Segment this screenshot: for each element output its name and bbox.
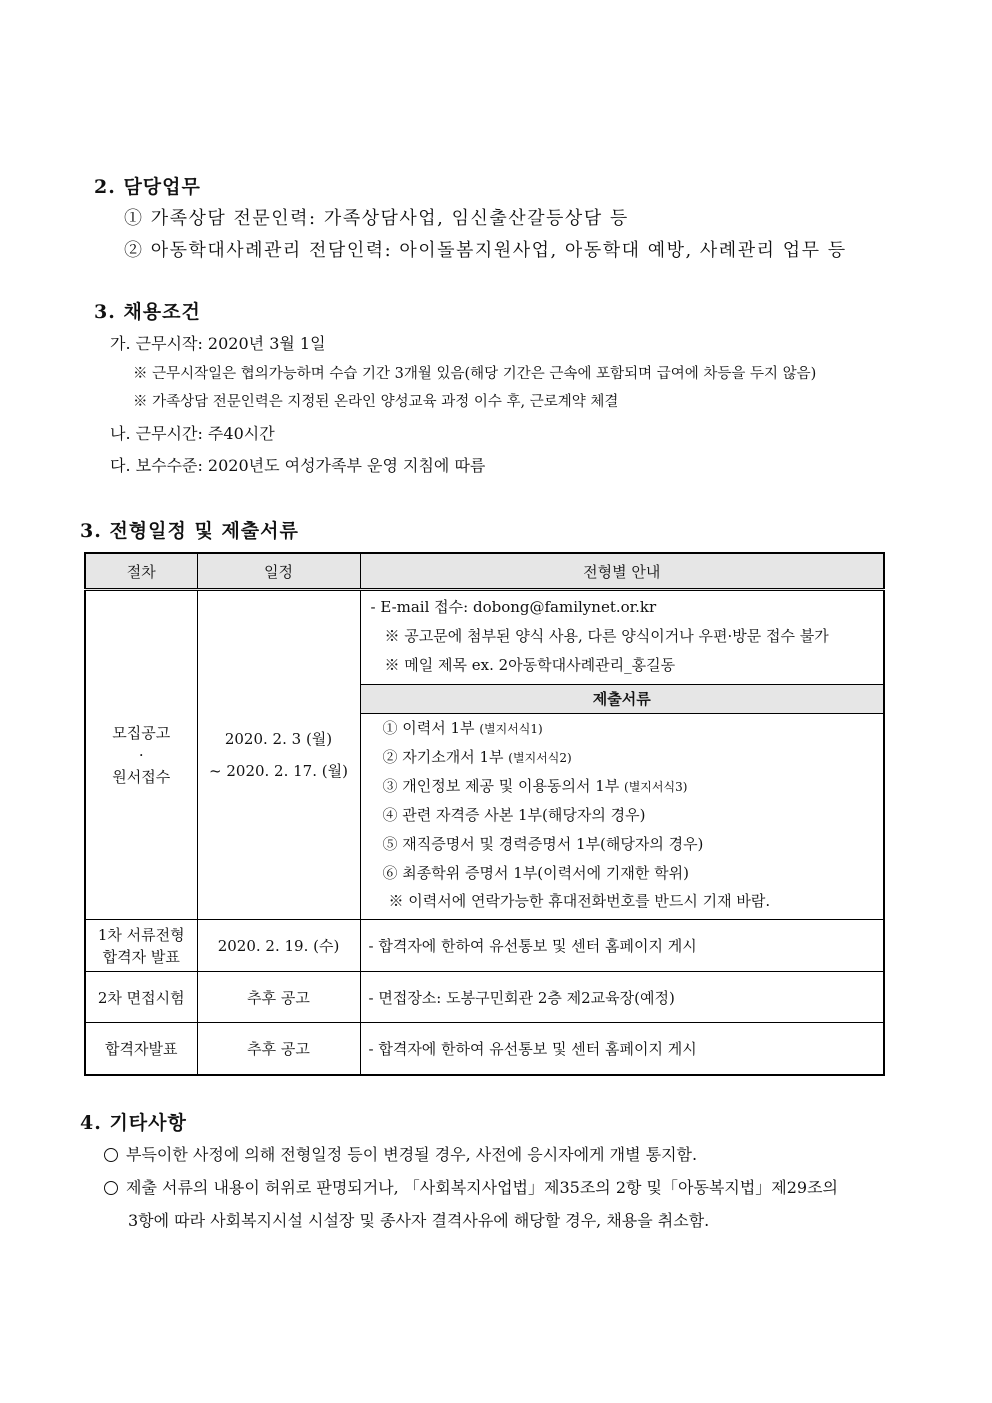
etc-item-text: 제출 서류의 내용이 허위로 판명되거나, 「사회복지사업법」제35조의 2항 및「아동복지법」제29조의 bbox=[126, 1178, 839, 1197]
work-start: 가. 근무시작: 2020년 3월 1일 bbox=[110, 334, 326, 353]
guide-cell bbox=[360, 590, 884, 920]
circle-bullet-icon bbox=[104, 1148, 118, 1162]
table-row bbox=[85, 972, 884, 1023]
doc-item: ③ 개인정보 제공 및 이용동의서 1부 (별지서식3) bbox=[382, 777, 688, 795]
docs-title: 제출서류 bbox=[361, 684, 884, 714]
work-hours: 나. 근무시간: 주40시간 bbox=[110, 424, 275, 443]
condition-note-1: ※ 근무시작일은 협의가능하며 수습 기간 3개월 있음(해당 기간은 근속에 포함되며 급여에 차등을 두지 않음) bbox=[133, 366, 817, 382]
step-line: 합격자 발표 bbox=[102, 947, 180, 966]
guide-line: ※ 메일 제목 ex. 2아동학대사례관리_홍길동 bbox=[384, 656, 676, 674]
docs-note: ※ 이력서에 연락가능한 휴대전화번호를 반드시 기재 바람. bbox=[388, 892, 771, 910]
step-cell: 2차 면접시험 bbox=[85, 972, 197, 1023]
table-row bbox=[85, 920, 884, 972]
step-line: · bbox=[138, 746, 144, 764]
etc-item-2-cont: 3항에 따라 사회복지시설 시설장 및 종사자 결격사유에 해당할 경우, 채용을 취소함. bbox=[128, 1211, 710, 1230]
section-duties-title: 2. 담당업무 bbox=[94, 176, 201, 198]
doc-item: ② 자기소개서 1부 (별지서식2) bbox=[382, 748, 572, 766]
step-cell bbox=[85, 920, 197, 972]
doc-item: ⑥ 최종학위 증명서 1부(이력서에 기재한 학위) bbox=[382, 864, 689, 882]
step-cell bbox=[85, 590, 197, 920]
date-line: ~ 2020. 2. 17. (월) bbox=[209, 762, 348, 780]
date-cell: 추후 공고 bbox=[197, 1023, 360, 1075]
step-line: 원서접수 bbox=[112, 768, 171, 786]
guide-cell: - 합격자에 한하여 유선통보 및 센터 홈페이지 게시 bbox=[360, 1023, 884, 1075]
pay-level: 다. 보수수준: 2020년도 여성가족부 운영 지침에 따름 bbox=[110, 456, 486, 475]
section-conditions-title: 3. 채용조건 bbox=[94, 301, 201, 323]
step-line: 1차 서류전형 bbox=[97, 925, 185, 944]
header-step: 절차 bbox=[85, 553, 197, 590]
date-cell bbox=[197, 590, 360, 920]
date-cell: 추후 공고 bbox=[197, 972, 360, 1023]
circle-bullet-icon bbox=[104, 1181, 118, 1195]
etc-item-2 bbox=[104, 1175, 838, 1198]
duty-item-1: ① 가족상담 전문인력: 가족상담사업, 임신출산갈등상담 등 bbox=[124, 208, 629, 229]
date-cell: 2020. 2. 19. (수) bbox=[197, 920, 360, 972]
step-line: 모집공고 bbox=[112, 724, 171, 742]
schedule-table bbox=[84, 552, 885, 1076]
guide-cell: - 면접장소: 도봉구민회관 2층 제2교육장(예정) bbox=[360, 972, 884, 1023]
step-cell: 합격자발표 bbox=[85, 1023, 197, 1075]
guide-line: - E-mail 접수: dobong@familynet.or.kr bbox=[370, 598, 657, 616]
guide-cell: - 합격자에 한하여 유선통보 및 센터 홈페이지 게시 bbox=[360, 920, 884, 972]
table-row bbox=[85, 1023, 884, 1075]
date-line: 2020. 2. 3 (월) bbox=[224, 730, 333, 748]
header-date: 일정 bbox=[197, 553, 360, 590]
condition-note-2: ※ 가족상담 전문인력은 지정된 온라인 양성교육 과정 이수 후, 근로계약 체결 bbox=[133, 394, 619, 410]
doc-item: ④ 관련 자격증 사본 1부(해당자의 경우) bbox=[382, 806, 646, 824]
header-guide: 전형별 안내 bbox=[360, 553, 884, 590]
guide-line: ※ 공고문에 첨부된 양식 사용, 다른 양식이거나 우편·방문 접수 불가 bbox=[384, 627, 829, 645]
section-etc-title: 4. 기타사항 bbox=[80, 1112, 187, 1134]
table-header-row bbox=[85, 553, 884, 590]
etc-item-text: 부득이한 사정에 의해 전형일정 등이 변경될 경우, 사전에 응시자에게 개별 통지함. bbox=[126, 1145, 698, 1164]
duty-item-2: ② 아동학대사례관리 전담인력: 아이돌봄지원사업, 아동학대 예방, 사례관리 업무 등 bbox=[124, 240, 847, 261]
etc-item-1 bbox=[104, 1142, 697, 1165]
doc-item: ① 이력서 1부 (별지서식1) bbox=[382, 719, 543, 737]
table-row bbox=[85, 590, 884, 920]
doc-item: ⑤ 재직증명서 및 경력증명서 1부(해당자의 경우) bbox=[382, 835, 704, 853]
section-schedule-title: 3. 전형일정 및 제출서류 bbox=[80, 520, 299, 542]
